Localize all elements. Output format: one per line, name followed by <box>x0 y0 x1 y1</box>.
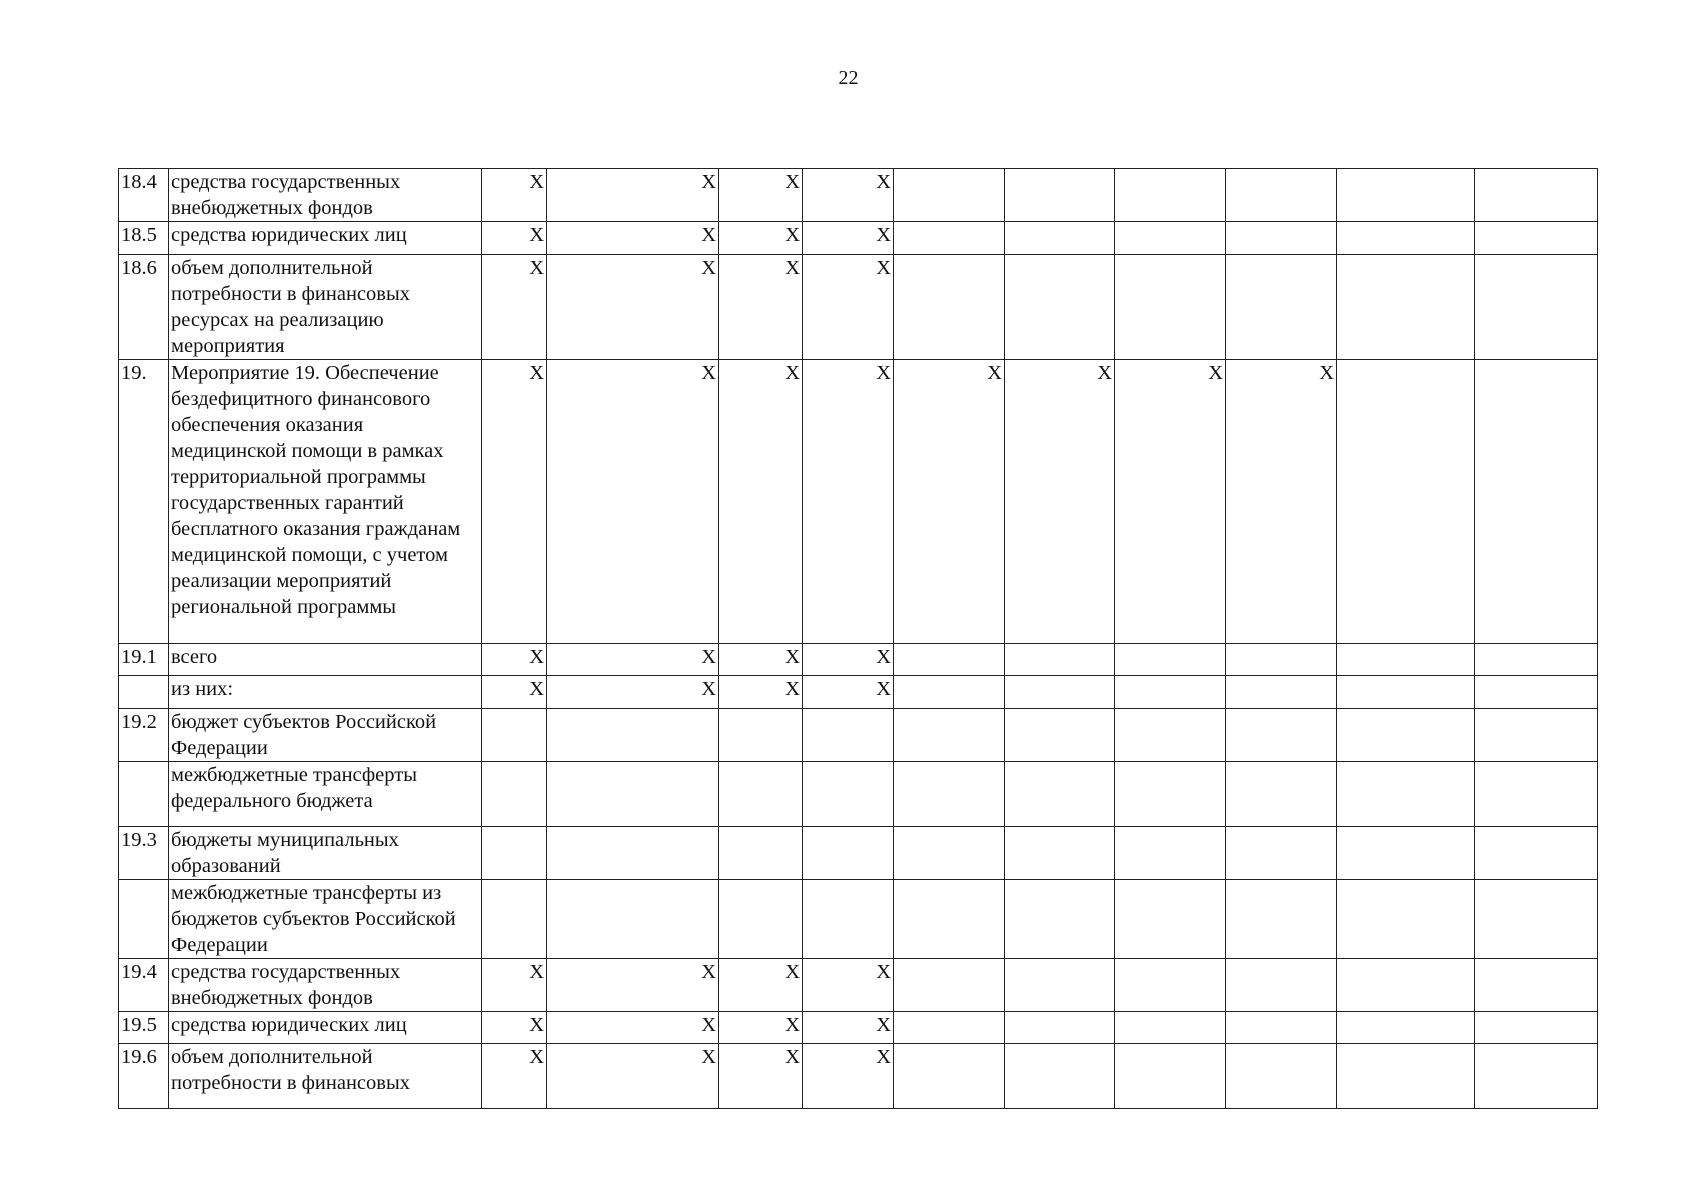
mark-cell <box>1475 827 1598 880</box>
mark-cell: X <box>482 255 547 360</box>
mark-cell <box>894 255 1005 360</box>
mark-cell <box>1226 1012 1337 1044</box>
row-number: 19.2 <box>119 709 169 762</box>
row-number: 18.5 <box>119 222 169 255</box>
table-row <box>119 1044 1598 1109</box>
mark-cell: X <box>547 360 719 644</box>
table-row <box>119 880 1598 959</box>
mark-cell <box>1337 880 1475 959</box>
mark-cell <box>1337 169 1475 222</box>
row-description: Мероприятие 19. Обеспечение бездефицитного финансового обеспечения оказания медицинской помощи в рамках территориальной программы государственных гарантий бесплатного оказания гражданам медицинской помощи, с учетом реализации мероприятий региональной программы <box>169 360 482 644</box>
budget-table <box>118 168 1598 1109</box>
row-description: бюджет субъектов Российской Федерации <box>169 709 482 762</box>
mark-cell <box>547 762 719 827</box>
mark-cell: X <box>803 1044 894 1109</box>
mark-cell: X <box>719 360 803 644</box>
mark-cell <box>1115 644 1226 676</box>
mark-cell <box>803 827 894 880</box>
mark-cell: X <box>803 255 894 360</box>
mark-cell <box>803 880 894 959</box>
mark-cell <box>1475 959 1598 1012</box>
mark-cell: X <box>1005 360 1115 644</box>
table-row <box>119 709 1598 762</box>
row-number: 19.6 <box>119 1044 169 1109</box>
row-number: 18.6 <box>119 255 169 360</box>
mark-cell <box>482 709 547 762</box>
mark-cell: X <box>547 959 719 1012</box>
mark-cell <box>547 880 719 959</box>
row-description: средства государственных внебюджетных фондов <box>169 169 482 222</box>
mark-cell: X <box>719 644 803 676</box>
mark-cell <box>547 709 719 762</box>
table-row <box>119 222 1598 255</box>
mark-cell <box>1005 1044 1115 1109</box>
mark-cell: X <box>803 222 894 255</box>
table-row <box>119 827 1598 880</box>
table-body <box>119 169 1598 1109</box>
mark-cell <box>1115 762 1226 827</box>
mark-cell <box>719 709 803 762</box>
mark-cell <box>1475 255 1598 360</box>
mark-cell: X <box>719 959 803 1012</box>
mark-cell: X <box>482 1044 547 1109</box>
mark-cell <box>1005 709 1115 762</box>
mark-cell: X <box>719 222 803 255</box>
table-row <box>119 360 1598 644</box>
mark-cell: X <box>482 222 547 255</box>
mark-cell <box>1115 676 1226 709</box>
mark-cell <box>1005 959 1115 1012</box>
mark-cell: X <box>482 644 547 676</box>
mark-cell <box>1005 222 1115 255</box>
row-number: 18.4 <box>119 169 169 222</box>
row-number: 19.5 <box>119 1012 169 1044</box>
mark-cell <box>894 827 1005 880</box>
mark-cell <box>719 880 803 959</box>
mark-cell <box>1005 676 1115 709</box>
mark-cell <box>894 762 1005 827</box>
mark-cell <box>1115 959 1226 1012</box>
mark-cell <box>1337 222 1475 255</box>
mark-cell: X <box>1226 360 1337 644</box>
mark-cell: X <box>719 1012 803 1044</box>
mark-cell <box>482 827 547 880</box>
row-number <box>119 762 169 827</box>
row-description: межбюджетные трансферты федерального бюджета <box>169 762 482 827</box>
mark-cell <box>1115 222 1226 255</box>
mark-cell <box>1475 1012 1598 1044</box>
table-row <box>119 169 1598 222</box>
mark-cell <box>894 709 1005 762</box>
row-number: 19.3 <box>119 827 169 880</box>
mark-cell <box>894 169 1005 222</box>
row-description: средства юридических лиц <box>169 222 482 255</box>
row-description: объем дополнительной потребности в финансовых ресурсах на реализацию мероприятия <box>169 255 482 360</box>
mark-cell <box>894 1044 1005 1109</box>
mark-cell <box>1475 880 1598 959</box>
row-description: межбюджетные трансферты из бюджетов субъектов Российской Федерации <box>169 880 482 959</box>
mark-cell <box>1475 1044 1598 1109</box>
mark-cell: X <box>547 1012 719 1044</box>
mark-cell: X <box>1115 360 1226 644</box>
mark-cell <box>1226 762 1337 827</box>
mark-cell <box>1226 255 1337 360</box>
mark-cell <box>894 880 1005 959</box>
mark-cell <box>1115 1012 1226 1044</box>
mark-cell: X <box>547 169 719 222</box>
mark-cell <box>894 222 1005 255</box>
mark-cell <box>894 676 1005 709</box>
mark-cell: X <box>547 1044 719 1109</box>
mark-cell: X <box>803 169 894 222</box>
mark-cell <box>1005 827 1115 880</box>
mark-cell: X <box>803 959 894 1012</box>
row-description: средства государственных внебюджетных фондов <box>169 959 482 1012</box>
mark-cell: X <box>482 360 547 644</box>
mark-cell <box>1115 827 1226 880</box>
mark-cell <box>1337 360 1475 644</box>
mark-cell <box>803 762 894 827</box>
mark-cell <box>1005 255 1115 360</box>
mark-cell: X <box>803 644 894 676</box>
mark-cell <box>894 959 1005 1012</box>
mark-cell <box>1226 1044 1337 1109</box>
mark-cell: X <box>547 255 719 360</box>
mark-cell <box>1115 709 1226 762</box>
mark-cell <box>1475 676 1598 709</box>
row-number <box>119 676 169 709</box>
mark-cell: X <box>803 676 894 709</box>
row-description: из них: <box>169 676 482 709</box>
mark-cell: X <box>547 222 719 255</box>
mark-cell <box>1475 169 1598 222</box>
table-row <box>119 762 1598 827</box>
table-row <box>119 644 1598 676</box>
table-row <box>119 1012 1598 1044</box>
mark-cell: X <box>803 360 894 644</box>
table-row <box>119 676 1598 709</box>
row-number <box>119 880 169 959</box>
mark-cell: X <box>482 1012 547 1044</box>
mark-cell <box>1115 255 1226 360</box>
mark-cell <box>1005 644 1115 676</box>
mark-cell <box>1337 959 1475 1012</box>
mark-cell: X <box>547 644 719 676</box>
mark-cell <box>1475 709 1598 762</box>
mark-cell <box>482 762 547 827</box>
mark-cell <box>803 709 894 762</box>
row-number: 19.4 <box>119 959 169 1012</box>
mark-cell: X <box>719 1044 803 1109</box>
mark-cell <box>1226 676 1337 709</box>
mark-cell <box>1005 169 1115 222</box>
mark-cell <box>894 1012 1005 1044</box>
table-row <box>119 255 1598 360</box>
table-row <box>119 959 1598 1012</box>
mark-cell <box>1475 360 1598 644</box>
mark-cell: X <box>482 959 547 1012</box>
mark-cell <box>719 827 803 880</box>
mark-cell: X <box>803 1012 894 1044</box>
mark-cell <box>482 880 547 959</box>
mark-cell <box>1226 709 1337 762</box>
mark-cell <box>1226 169 1337 222</box>
mark-cell <box>1226 827 1337 880</box>
mark-cell <box>1475 762 1598 827</box>
mark-cell <box>1005 762 1115 827</box>
mark-cell: X <box>719 676 803 709</box>
mark-cell <box>1337 762 1475 827</box>
mark-cell <box>1337 676 1475 709</box>
mark-cell <box>1337 827 1475 880</box>
mark-cell: X <box>719 169 803 222</box>
mark-cell <box>1226 222 1337 255</box>
mark-cell: X <box>719 255 803 360</box>
mark-cell <box>1115 1044 1226 1109</box>
mark-cell <box>894 644 1005 676</box>
mark-cell <box>1475 222 1598 255</box>
mark-cell <box>1337 644 1475 676</box>
mark-cell <box>1005 1012 1115 1044</box>
row-number: 19. <box>119 360 169 644</box>
mark-cell <box>1115 880 1226 959</box>
row-description: объем дополнительной потребности в финансовых <box>169 1044 482 1109</box>
mark-cell <box>1005 880 1115 959</box>
row-description: бюджеты муниципальных образований <box>169 827 482 880</box>
mark-cell: X <box>482 676 547 709</box>
mark-cell <box>1226 644 1337 676</box>
mark-cell <box>1337 709 1475 762</box>
mark-cell <box>1475 644 1598 676</box>
mark-cell: X <box>894 360 1005 644</box>
row-description: всего <box>169 644 482 676</box>
row-description: средства юридических лиц <box>169 1012 482 1044</box>
row-number: 19.1 <box>119 644 169 676</box>
mark-cell: X <box>547 676 719 709</box>
mark-cell <box>547 827 719 880</box>
mark-cell <box>1337 1012 1475 1044</box>
mark-cell <box>1337 1044 1475 1109</box>
mark-cell <box>1337 255 1475 360</box>
mark-cell <box>1115 169 1226 222</box>
mark-cell: X <box>482 169 547 222</box>
mark-cell <box>1226 880 1337 959</box>
mark-cell <box>719 762 803 827</box>
page-number: 22 <box>838 67 859 89</box>
mark-cell <box>1226 959 1337 1012</box>
